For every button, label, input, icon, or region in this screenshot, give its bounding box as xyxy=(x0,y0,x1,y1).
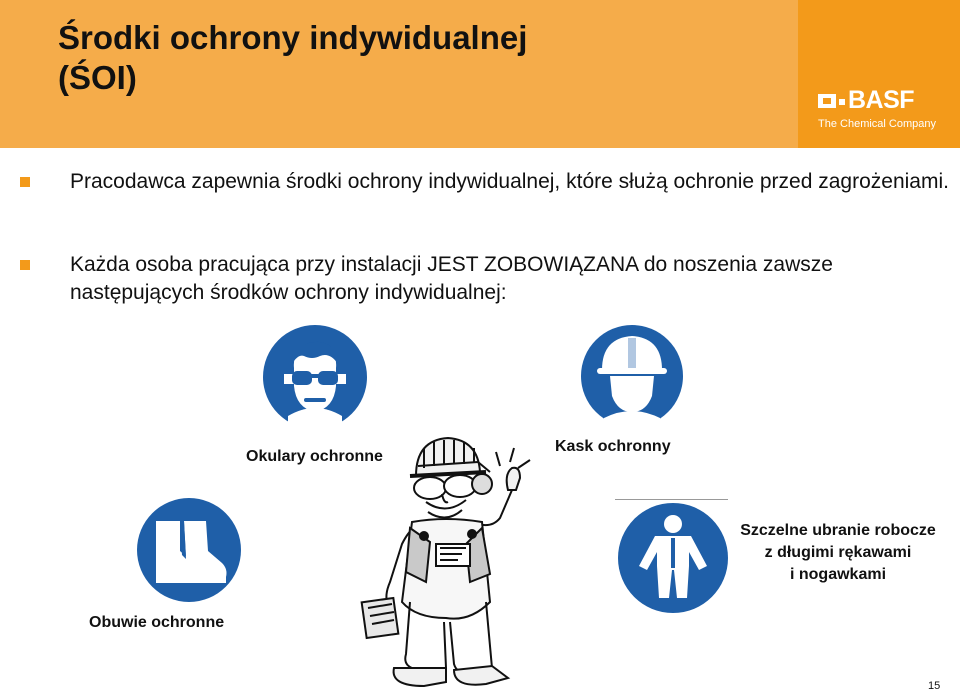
caption-line: Szczelne ubranie robocze xyxy=(740,522,936,539)
bullet-square-icon xyxy=(20,177,30,187)
caption-hard-hat: Kask ochronny xyxy=(555,438,671,455)
caption-line: z długimi rękawami xyxy=(764,544,912,561)
safety-glasses-sign-icon xyxy=(262,324,368,430)
page-number: 15 xyxy=(928,680,941,692)
caption-protective-boots: Obuwie ochronne xyxy=(89,614,225,631)
hard-hat-sign-icon xyxy=(580,324,684,428)
bullet-square-icon xyxy=(20,260,30,270)
sign-top-rule xyxy=(615,499,728,500)
caption-line: i nogawkami xyxy=(789,566,887,583)
cartoon-worker-icon xyxy=(350,432,540,692)
slide-title-line-2: (ŚOI) xyxy=(58,59,137,96)
protective-boots-sign-icon xyxy=(136,497,242,603)
caption-protective-clothing xyxy=(718,520,958,586)
bullet-text: Każda osoba pracująca przy instalacji JEST ZOBOWIĄZANA do noszenia zawsze następujących środków ochrony indywidualnej: xyxy=(70,253,833,304)
slide-title xyxy=(58,18,527,98)
bullet-text: Pracodawca zapewnia środki ochrony indywidualnej, które służą ochronie przed zagrożeniami. xyxy=(70,170,949,193)
brand-name: BASF xyxy=(848,86,915,114)
basf-dot-icon xyxy=(839,99,845,105)
slide-title-line-1: Środki ochrony indywidualnej xyxy=(58,19,528,56)
brand-tagline: The Chemical Company xyxy=(818,118,936,130)
caption-safety-glasses: Okulary ochronne xyxy=(246,448,383,465)
protective-clothing-sign-icon xyxy=(617,502,729,614)
basf-square-icon xyxy=(818,94,836,108)
